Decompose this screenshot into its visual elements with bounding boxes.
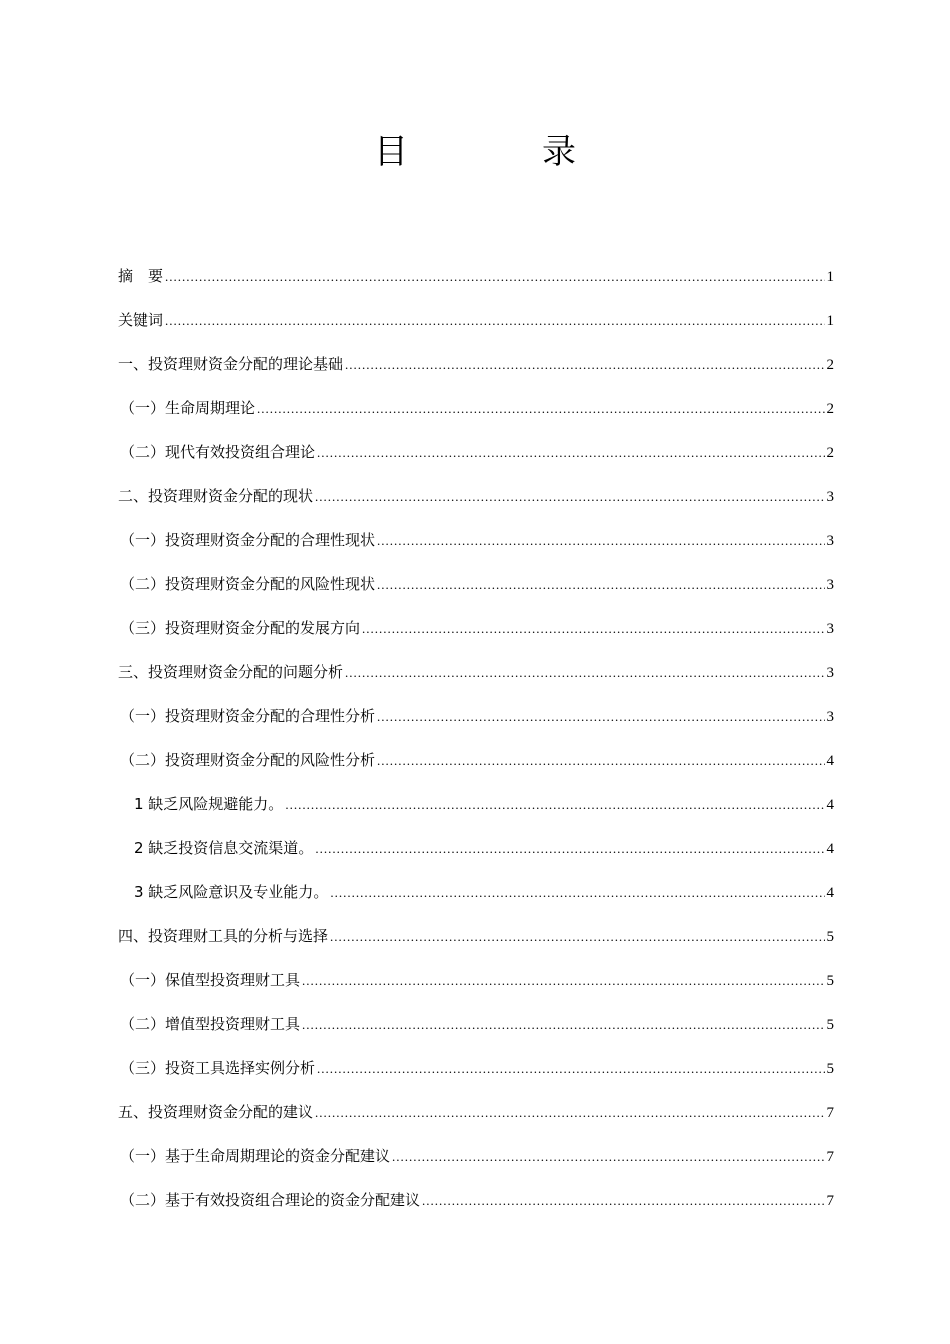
toc-entry[interactable] [118,786,834,830]
dot-leader [345,655,824,691]
toc-title: 目 录 [374,132,626,172]
toc-entry-label: （二）增值型投资理财工具 [120,1015,301,1033]
dot-leader [345,347,824,383]
dot-leader [315,831,824,867]
toc-entry[interactable] [118,874,834,918]
toc-entry[interactable] [118,1182,834,1226]
toc-entry[interactable] [118,522,834,566]
toc-entry-page-number: 3 [826,577,834,593]
toc-entry-label: （一）投资理财资金分配的合理性分析 [120,707,376,725]
toc-entry[interactable] [118,830,834,874]
toc-entry[interactable] [118,610,834,654]
toc-entry[interactable] [118,302,834,346]
toc-entry-page-number: 3 [826,665,834,681]
toc-entry-page-number: 1 [826,269,834,285]
toc-entry-label: 2 缺乏投资信息交流渠道。 [134,839,314,857]
toc-entry-label: 一、投资理财资金分配的理论基础 [118,355,344,373]
dot-leader [315,479,824,515]
dot-leader [302,963,824,999]
dot-leader [377,523,824,559]
toc-entry-page-number: 3 [826,489,834,505]
dot-leader [317,435,824,471]
toc-entry-page-number: 3 [826,709,834,725]
toc-entry[interactable] [118,434,834,478]
toc-entry-label: 三、投资理财资金分配的问题分析 [118,663,344,681]
dot-leader [362,611,824,647]
dot-leader [317,1051,824,1087]
toc-entry-label: 四、投资理财工具的分析与选择 [118,927,329,945]
toc-entry-page-number: 7 [826,1193,834,1209]
toc-entry-label: （二）现代有效投资组合理论 [120,443,316,461]
toc-entry-label: （二）投资理财资金分配的风险性分析 [120,751,376,769]
toc-entry[interactable] [118,346,834,390]
toc-entry[interactable] [118,698,834,742]
toc-entry[interactable] [118,962,834,1006]
toc-entry-label: 1 缺乏风险规避能力。 [134,795,284,813]
toc-entry-page-number: 5 [826,1017,834,1033]
toc-entry-page-number: 4 [826,753,834,769]
dot-leader [377,699,824,735]
toc-entry[interactable] [118,1050,834,1094]
toc-entry-label: 3 缺乏风险意识及专业能力。 [134,883,329,901]
toc-entry-page-number: 2 [826,445,834,461]
toc-entry-page-number: 5 [826,1061,834,1077]
toc-entry-label: （二）基于有效投资组合理论的资金分配建议 [120,1191,421,1209]
toc-entry-page-number: 3 [826,621,834,637]
dot-leader [377,567,824,603]
dot-leader [330,875,824,911]
dot-leader [422,1183,824,1219]
toc-entry[interactable] [118,918,834,962]
toc-entry-page-number: 4 [826,797,834,813]
toc-entry[interactable] [118,258,834,302]
toc-entry[interactable] [118,742,834,786]
dot-leader [302,1007,824,1043]
toc-entry-label: 关键词 [118,311,164,329]
toc-entry[interactable] [118,1094,834,1138]
toc-entry-page-number: 5 [826,929,834,945]
toc-entry-page-number: 4 [826,885,834,901]
toc-entry-page-number: 5 [826,973,834,989]
toc-entry-label: （一）保值型投资理财工具 [120,971,301,989]
toc-entry-label: 五、投资理财资金分配的建议 [118,1103,314,1121]
toc-entry-label: （一）投资理财资金分配的合理性现状 [120,531,376,549]
toc-entry-page-number: 7 [826,1149,834,1165]
toc-entry-label: （一）生命周期理论 [120,399,256,417]
toc-entry[interactable] [118,478,834,522]
toc-entry[interactable] [118,654,834,698]
toc-entry-label: （三）投资理财资金分配的发展方向 [120,619,361,637]
toc-entry[interactable] [118,566,834,610]
toc-entry[interactable] [118,1006,834,1050]
dot-leader [165,303,824,339]
table-of-contents [118,258,834,1226]
dot-leader [257,391,824,427]
toc-entry-label: 摘 要 [118,267,164,285]
toc-entry-page-number: 2 [826,401,834,417]
toc-entry-page-number: 4 [826,841,834,857]
toc-entry-label: （二）投资理财资金分配的风险性现状 [120,575,376,593]
dot-leader [315,1095,824,1131]
dot-leader [392,1139,824,1175]
toc-entry-label: 二、投资理财资金分配的现状 [118,487,314,505]
toc-entry-page-number: 2 [826,357,834,373]
dot-leader [330,919,824,955]
toc-entry-label: （一）基于生命周期理论的资金分配建议 [120,1147,391,1165]
dot-leader [377,743,824,779]
toc-entry-label: （三）投资工具选择实例分析 [120,1059,316,1077]
dot-leader [285,787,824,823]
toc-entry[interactable] [118,1138,834,1182]
toc-entry[interactable] [118,390,834,434]
toc-entry-page-number: 1 [826,313,834,329]
dot-leader [165,259,824,295]
toc-entry-page-number: 7 [826,1105,834,1121]
toc-entry-page-number: 3 [826,533,834,549]
